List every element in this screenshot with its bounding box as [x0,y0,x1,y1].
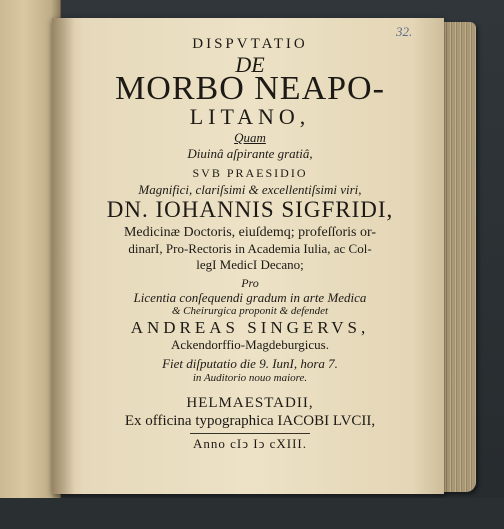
praeses-name: DN. IOHANNIS SIGFRIDI, [106,197,394,222]
imprint-city: HELMAESTADII, [186,395,314,411]
title-de: DE [235,52,265,77]
praeses-line-2: dinarI, Pro-Rectoris in Academia Iulia, ac Col- [128,241,372,256]
pro-line: Pro [241,276,259,290]
folio-number: 32. [396,24,413,39]
cheirurgica-line: & Cheirurgica proponit & defendet [171,305,329,317]
title-litano: LITANO, [189,104,311,129]
scan-bottom-margin [0,498,504,529]
quam-line: Quam [234,130,266,145]
praeses-line-1: Medicinæ Doctoris, eiuſdemq; profeſſoris or- [123,225,377,240]
title-dispvtatio: DISPVTATIO [192,36,308,52]
licentia-line: Licentia conſequendi gradum in arte Medica [133,290,367,305]
disputation-date: Fiet diſputatio die 9. IunI, hora 7. [162,356,338,371]
title-morbo-neapo: MORBO NEAPO- [115,70,385,107]
imprint-year: Anno cIↄ Iↄ cXIII. [190,433,310,452]
imprint-printer: Ex officina typographica IACOBI LVCII, [124,413,376,429]
praeses-epithets: Magnifici, clariſsimi & excellentiſsimi viri, [138,182,362,197]
respondens-name: ANDREAS SINGERVS, [130,318,370,337]
divina-line: Diuinâ aſpirante gratiâ, [187,146,313,161]
sub-praesidio: SVB PRAESIDIO [192,166,308,180]
praeses-line-3: legI MedicI Decano; [196,257,304,272]
respondens-origin: Ackendorffio-Magdeburgicus. [170,337,329,352]
disputation-place: in Auditorio nouo maiore. [192,372,308,384]
